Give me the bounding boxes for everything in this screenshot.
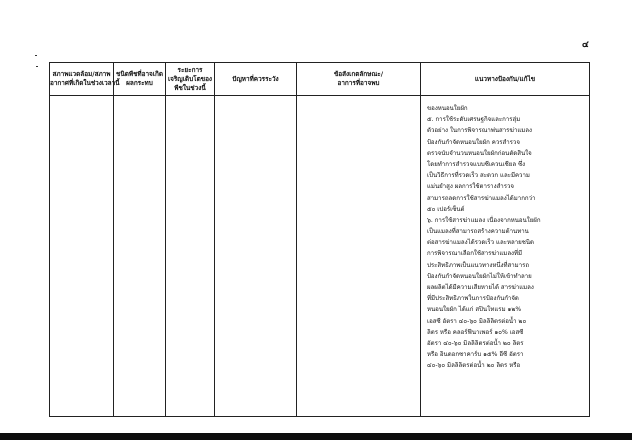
margin-tick-mark xyxy=(35,55,37,56)
prevention-line: เอสซี อัตรา ๔๐-๖๐ มิลลิลิตรต่อน้ำ ๒๐ xyxy=(427,317,527,325)
environment-condition-cell xyxy=(50,96,114,417)
header-environment xyxy=(50,63,120,96)
prevention-line: ผลผลิตได้มีความเสียหายได้ สารฆ่าแมลง xyxy=(427,284,534,291)
prevention-line: ตรวจนับจำนวนหนอนใยผักก่อนตัดสินใจ xyxy=(427,149,532,157)
prevention-text xyxy=(421,96,589,372)
prevention-line: ของหนอนใยผัก xyxy=(427,105,468,112)
header-line: ผลกระทบ xyxy=(126,79,153,87)
prevention-line: ๕๐ เปอร์เซ็นต์ xyxy=(427,205,465,213)
bottom-rule xyxy=(0,433,632,440)
growth-stage-cell xyxy=(166,96,215,417)
header-line: อาการที่อาจพบ xyxy=(337,79,380,87)
header-observation xyxy=(297,63,421,96)
prevention-line: สามารถลดการใช้สารฆ่าแมลงได้มากกว่า xyxy=(427,194,536,202)
prevention-line: เป็นวิธีการที่รวดเร็ว สะดวก และมีความ xyxy=(427,172,530,180)
prevention-line: ต่อสารฆ่าแมลงได้รวดเร็ว และหลายชนิด xyxy=(427,239,534,247)
observation-cell xyxy=(297,96,421,417)
prevention-line: ๔๐-๖๐ มิลลิลิตรต่อน้ำ ๒๐ ลิตร หรือ xyxy=(427,362,521,370)
header-growth-stage xyxy=(166,63,215,96)
prevention-line: ๖. การใช้สารฆ่าแมลง เนื่องจากหนอนใยผัก xyxy=(427,216,541,224)
prevention-line: ป้องกันกำจัดหนอนใยผักไม่ให้เข้าทำลาย xyxy=(427,272,532,280)
prevention-line: แม่นยำสูง ผลการใช้ตารางสำรวจ xyxy=(427,183,514,191)
prevention-line: โดยทำการสำรวจแบบซีเควนเชียล ซึ่ง xyxy=(427,160,526,168)
table-body-row xyxy=(50,96,590,417)
header-line: แนวทางป้องกัน/แก้ไข xyxy=(474,74,536,83)
prevention-line: ที่มีประสิทธิภาพในการป้องกันกำจัด xyxy=(427,295,519,303)
prevention-line: ประสิทธิภาพเป็นแนวทางหนึ่งที่สามารถ xyxy=(427,261,530,269)
header-line: อากาศที่เกิดในช่วงเวลานี้ xyxy=(50,79,120,87)
prevention-line: อัตรา ๔๐-๖๐ มิลลิลิตรต่อน้ำ ๒๐ ลิตร xyxy=(427,339,524,347)
header-line: ปัญหาที่ควรระวัง xyxy=(232,74,279,83)
header-line: พืชในช่วงนี้ xyxy=(174,83,206,92)
prevention-cell xyxy=(421,96,590,417)
prevention-line: ป้องกันกำจัดหนอนใยผัก ควรสำรวจ xyxy=(427,138,520,146)
prevention-line: การพิจารณาเลือกใช้สารฆ่าแมลงที่มี xyxy=(427,250,523,258)
page-number: ๔ xyxy=(582,40,589,50)
header-line: เจริญเติบโตของ xyxy=(167,74,213,83)
header-problem xyxy=(215,63,297,96)
prevention-line: เป็นแมลงที่สามารถสร้างความต้านทาน xyxy=(427,228,529,236)
header-line: ข้อสังเกตลักษณะ/ xyxy=(333,70,384,78)
prevention-line: ลิตร หรือ คลอร์ฟีนาเพอร์ ๑๐% เอสซี xyxy=(427,328,524,336)
margin-tick-mark xyxy=(36,66,38,67)
header-line: ชนิดพืชที่อาจเกิด xyxy=(116,70,163,78)
prevention-line: ๕. การใช้ระดับเศรษฐกิจและการสุ่ม xyxy=(427,116,521,124)
header-line: สภาพแวดล้อม/สภาพ xyxy=(52,70,111,78)
prevention-line: หรือ อินดอกซาคาร์บ ๑๕% อีซี อัตรา xyxy=(427,351,524,359)
table-header-row xyxy=(50,63,590,96)
pest-guidance-table xyxy=(49,62,590,417)
affected-plant-cell xyxy=(114,96,166,417)
header-affected-plant xyxy=(114,63,166,96)
prevention-line: ตัวอย่าง ในการพิจารณาพ่นสารฆ่าแมลง xyxy=(427,127,533,135)
header-line: ระยะการ xyxy=(177,65,203,74)
problem-cell xyxy=(215,96,297,417)
header-prevention xyxy=(421,63,590,96)
prevention-line: หนอนใยผัก ได้แก่ สปินโทแรม ๑๒% xyxy=(427,306,522,314)
